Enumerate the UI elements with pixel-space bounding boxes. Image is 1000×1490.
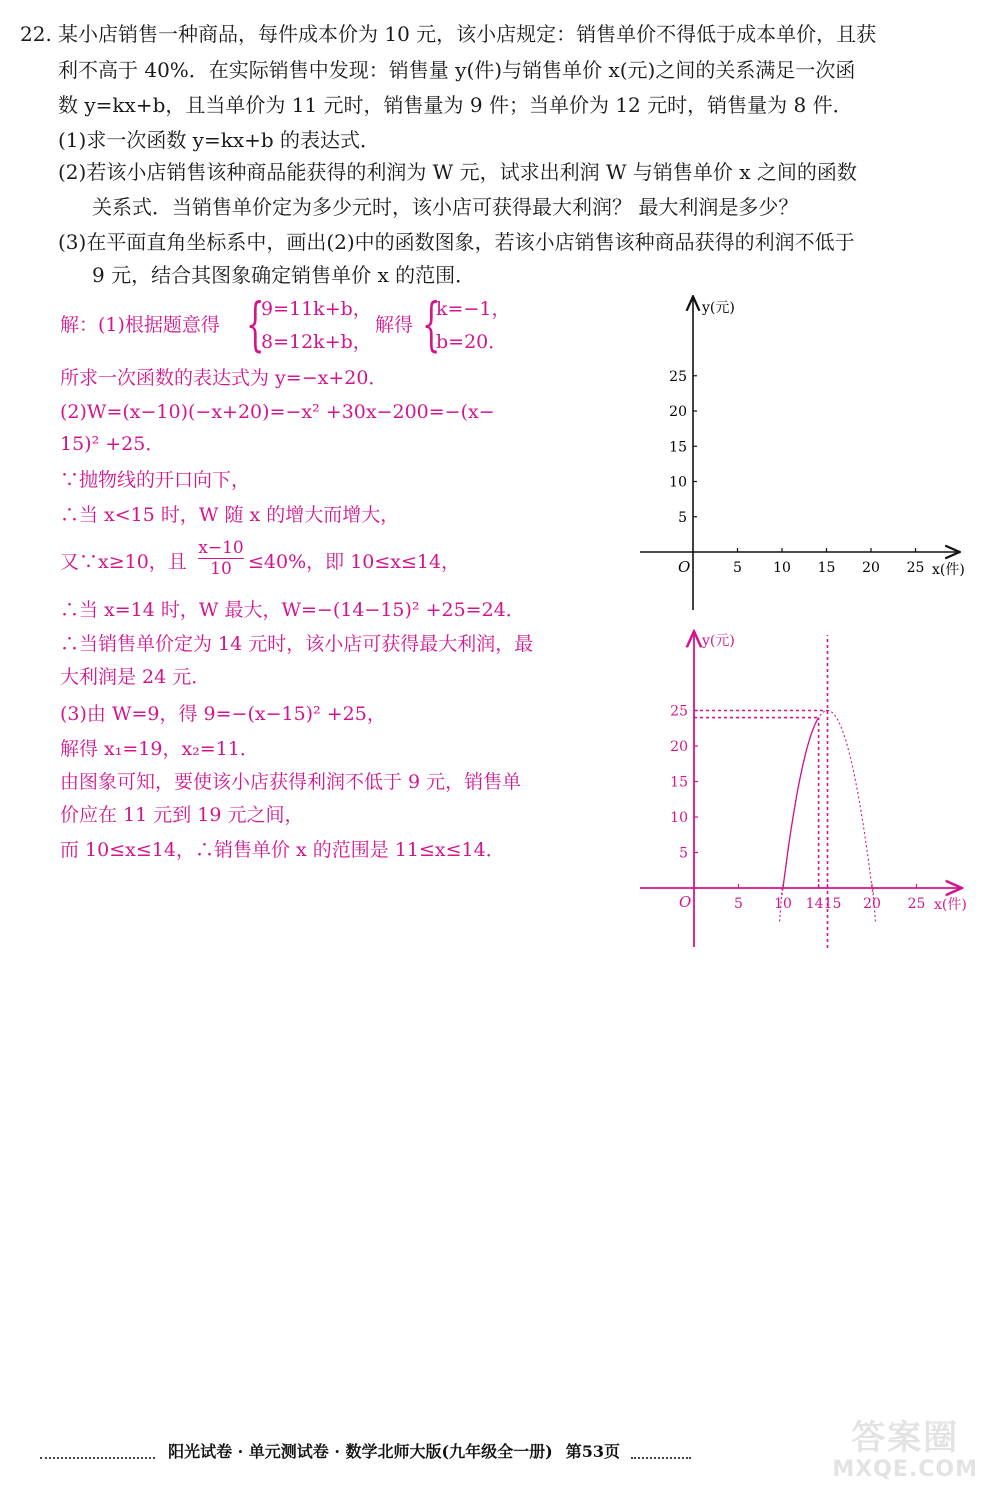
- answer-line-12: 解得 x₁=19，x₂=11．: [60, 738, 259, 760]
- graph-2-x-tick-label: 20: [863, 896, 881, 912]
- graph-2-y-tick-label: 5: [679, 845, 688, 862]
- graph-2-x-tick-label: 14: [805, 896, 824, 912]
- answer-line-6: ∴当 x<15 时，W 随 x 的增大而增大，: [60, 504, 400, 526]
- footer-title: 阳光试卷 · 单元测试卷 · 数学北师大版(九年级全一册): [168, 1442, 553, 1461]
- fraction-numerator: x−10: [198, 538, 244, 558]
- question-part-2-line-1: (2)若该小店销售该种商品能获得的利润为 W 元，试求出利润 W 与销售单价 x 之间的函数: [58, 160, 857, 184]
- graph-2-y-tick-label: 25: [670, 703, 688, 720]
- system-1-eq-1: 9=11k+b，: [261, 298, 372, 320]
- graph-1-x-tick-label: 15: [817, 560, 836, 576]
- answer-solve-word: 解得: [375, 314, 414, 336]
- question-line-1: 某小店销售一种商品，每件成本价为 10 元，该小店规定：销售单价不得低于成本单价，且获: [58, 22, 877, 46]
- answer-line-10: 大利润是 24 元．: [60, 666, 211, 688]
- question-line-3: 数 y=kx+b，且当单价为 11 元时，销售量为 9 件；当单价为 12 元时，销售量为 8 件．: [58, 93, 853, 117]
- graph-1-x-label: x(件): [932, 562, 965, 578]
- graph-2-origin: O: [679, 893, 692, 911]
- answer-line-1-prefix: 解：(1)根据题意得: [60, 314, 220, 336]
- answer-line-4: 15)² +25．: [60, 433, 165, 455]
- system-brace-2: {: [422, 290, 441, 358]
- graph-2-x-tick-label: 10: [774, 896, 792, 912]
- question-part-3-line-1: (3)在平面直角坐标系中，画出(2)中的函数图象，若该小店销售该种商品获得的利润不低于: [58, 230, 855, 254]
- graph-2-x-tick-label: 15: [823, 896, 842, 912]
- fraction: [198, 538, 244, 579]
- graph-1-x-tick-label: 25: [906, 560, 925, 576]
- question-number: 22.: [20, 22, 52, 46]
- graph-1-y-tick-label: 20: [669, 404, 687, 420]
- graph-2-x-label: x(件): [934, 897, 967, 913]
- graph-1-x-tick-label: 10: [773, 560, 791, 576]
- question-part-2-line-2: 关系式．当销售单价定为多少元时，该小店可获得最大利润？ 最大利润是多少？: [92, 195, 799, 219]
- graph-1-y-label: y(元): [702, 300, 735, 316]
- graph-2-coordinate-plane: [630, 625, 970, 955]
- graph-2-y-tick-label: 20: [670, 739, 688, 755]
- graph-1-y-tick-label: 15: [669, 439, 687, 456]
- watermark-top: 答案圈: [851, 1418, 960, 1458]
- system-2-eq-1: k=−1，: [436, 298, 511, 320]
- watermark-bottom: MXQE.COM: [832, 1457, 978, 1482]
- answer-line-2: 所求一次函数的表达式为 y=−x+20．: [60, 367, 388, 389]
- graph-1-x-tick-label: 20: [862, 560, 880, 576]
- answer-line-14: 价应在 11 元到 19 元之间，: [60, 804, 304, 826]
- graph-2-x-tick-label: 25: [907, 896, 926, 912]
- graph-1-y-tick-label: 10: [669, 474, 687, 491]
- graph-1-origin: O: [678, 558, 691, 576]
- system-brace-1: {: [246, 290, 265, 358]
- graph-2-y-tick-label: 15: [670, 774, 688, 791]
- question-line-2: 利不高于 40%．在实际销售中发现：销售量 y(件)与销售单价 x(元)之间的关系满足一次函: [58, 58, 856, 82]
- watermark-logo: [832, 1410, 978, 1482]
- question-part-1: (1)求一次函数 y=kx+b 的表达式．: [58, 128, 381, 152]
- footer-dots-left: [40, 1447, 155, 1459]
- answer-line-8: ∴当 x=14 时，W 最大，W=−(14−15)² +25=24．: [60, 599, 525, 621]
- footer-page-number: 第53页: [565, 1442, 621, 1461]
- answer-line-5: ∵抛物线的开口向下，: [60, 469, 251, 491]
- graph-2-x-tick-label: 5: [734, 896, 743, 912]
- graph-1-coordinate-plane: [630, 290, 970, 615]
- graph-2-y-tick-label: 10: [670, 810, 688, 826]
- graph-1-x-tick-label: 5: [733, 560, 742, 576]
- footer-dots-right: [631, 1447, 691, 1459]
- graph-1-y-tick-label: 5: [678, 509, 687, 526]
- answer-line-9: ∴当销售单价定为 14 元时，该小店可获得最大利润，最: [60, 633, 534, 655]
- answer-line-7-prefix: 又∵x≥10，且: [60, 551, 187, 573]
- answer-line-7-suffix: ≤40%，即 10≤x≤14，: [248, 551, 461, 573]
- graph-2-y-label: y(元): [702, 633, 735, 649]
- footer: [40, 1440, 960, 1464]
- answer-line-3: (2)W=(x−10)(−x+20)=−x² +30x−200=−(x−: [60, 401, 495, 423]
- graph-1-y-tick-label: 25: [669, 368, 687, 385]
- answer-line-15: 而 10≤x≤14，∴销售单价 x 的范围是 11≤x≤14．: [60, 839, 505, 861]
- fraction-denominator: 10: [198, 558, 244, 579]
- question-part-3-line-2: 9 元，结合其图象确定销售单价 x 的范围．: [92, 263, 476, 287]
- graph-2-parabola-solid: [783, 718, 819, 888]
- answer-line-13: 由图象可知，要使该小店获得利润不低于 9 元，销售单: [60, 771, 522, 793]
- system-2-eq-2: b=20．: [436, 331, 508, 353]
- answer-line-11: (3)由 W=9，得 9=−(x−15)² +25，: [60, 703, 386, 725]
- system-1-eq-2: 8=12k+b，: [261, 331, 372, 353]
